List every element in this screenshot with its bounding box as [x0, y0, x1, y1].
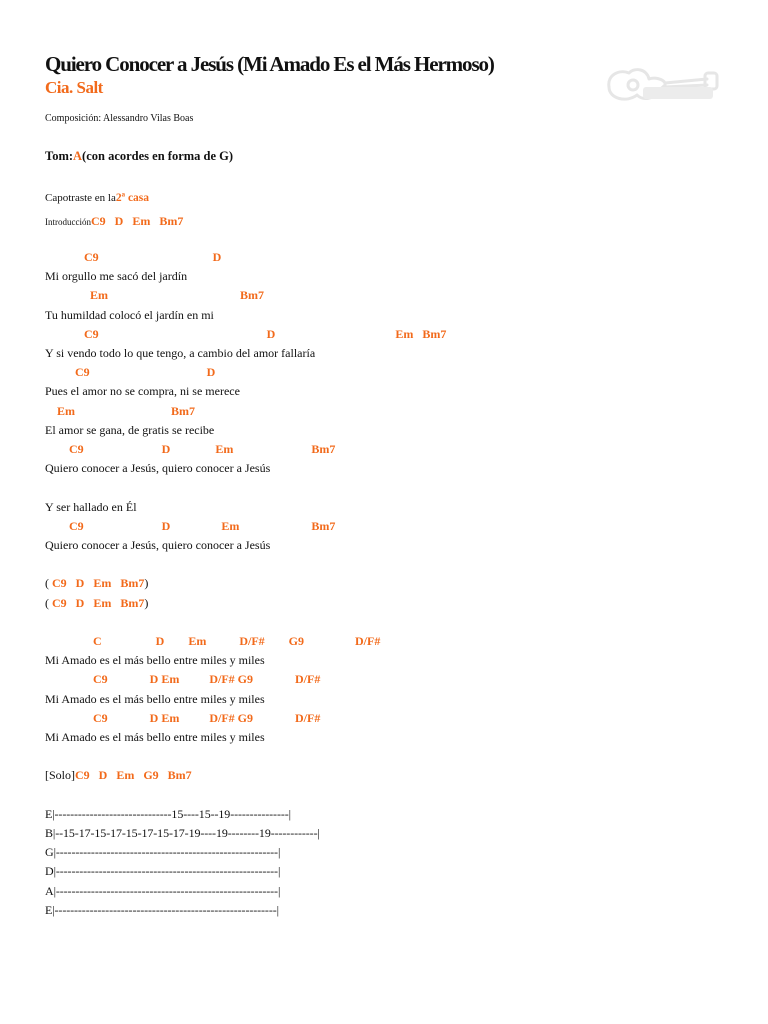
chord-line[interactable]: C9 D Em Bm7 — [45, 326, 447, 341]
chord-line[interactable]: C9 D Em Bm7 — [45, 442, 336, 456]
solo-label: [Solo] — [45, 768, 75, 783]
close-paren: ) — [144, 595, 149, 610]
chord-line[interactable]: C9 D — [45, 365, 216, 380]
tab-line: E|------------------------------15----15--19---------------| — [45, 806, 291, 821]
key-line — [45, 149, 233, 164]
key-label: Tom: — [45, 149, 74, 163]
tab-line: E|---------------------------------------------------------| — [45, 902, 279, 917]
lyric-line: El amor se gana, de gratis se recibe — [45, 422, 215, 437]
open-paren: ( — [45, 595, 52, 610]
tab-line: D|---------------------------------------------------------| — [45, 864, 281, 879]
chord-progression-line — [45, 596, 148, 611]
chord-line[interactable]: C9 D — [45, 250, 222, 264]
lyric-line: Quiero conocer a Jesús, quiero conocer a Jesús — [45, 461, 271, 476]
key-value[interactable]: A — [73, 149, 83, 163]
open-paren: ( — [45, 576, 52, 591]
song-title: Quiero Conocer a Jesús (Mi Amado Es el Más Hermoso) — [45, 52, 494, 76]
lyric-line: Mi Amado es el más bello entre miles y miles — [45, 730, 265, 744]
chord-line[interactable]: C D Em D/F# G9 D/F# — [45, 634, 381, 648]
lyric-line: Quiero conocer a Jesús, quiero conocer a Jesús — [45, 538, 271, 552]
tab-line: A|---------------------------------------------------------| — [45, 883, 281, 898]
guitar-logo-icon — [603, 57, 719, 105]
artist-link[interactable]: Cia. Salt — [45, 78, 103, 97]
chord-line[interactable]: Em Bm7 — [45, 403, 195, 418]
chord-line[interactable]: C9 D Em Bm7 — [45, 518, 336, 533]
capo-label: Capotraste en la — [45, 192, 116, 204]
lyric-line: Y ser hallado en Él — [45, 499, 137, 514]
lyric-line: Tu humildad colocó el jardín en mi — [45, 307, 214, 322]
solo-chords[interactable]: C9 D Em G9 Bm7 — [75, 768, 192, 783]
progression-chords[interactable]: C9 D Em Bm7 — [52, 576, 145, 591]
lyric-line: Y si vendo todo lo que tengo, a cambio del amor fallaría — [45, 346, 316, 360]
chord-line[interactable]: Em Bm7 — [45, 288, 264, 303]
tab-line: G|---------------------------------------------------------| — [45, 845, 281, 860]
solo-line — [45, 768, 192, 783]
key-note: (con acordes en forma de G) — [82, 149, 234, 163]
lyric-line: Pues el amor no se compra, ni se merece — [45, 384, 240, 399]
intro-label: Introducción — [45, 217, 91, 227]
intro-line — [45, 212, 183, 230]
tab-line: B|--15-17-15-17-15-17-15-17-19----19--------19------------| — [45, 826, 320, 840]
chord-line[interactable]: C9 D Em D/F# G9 D/F# — [45, 710, 321, 725]
capo-value: 2ª casa — [115, 192, 150, 204]
lyric-line: Mi Amado es el más bello entre miles y miles — [45, 653, 265, 668]
close-paren: ) — [144, 576, 149, 591]
lyric-line: Mi orgullo me sacó del jardín — [45, 269, 188, 284]
lyric-line: Mi Amado es el más bello entre miles y miles — [45, 691, 265, 706]
intro-chords[interactable]: C9 D Em Bm7 — [90, 214, 184, 228]
chord-line[interactable]: C9 D Em D/F# G9 D/F# — [45, 672, 321, 687]
chord-progression-line — [45, 576, 148, 591]
composer-credit: Composición: Alessandro Vilas Boas — [45, 113, 194, 124]
progression-chords[interactable]: C9 D Em Bm7 — [52, 595, 145, 610]
capo-line — [45, 192, 149, 204]
